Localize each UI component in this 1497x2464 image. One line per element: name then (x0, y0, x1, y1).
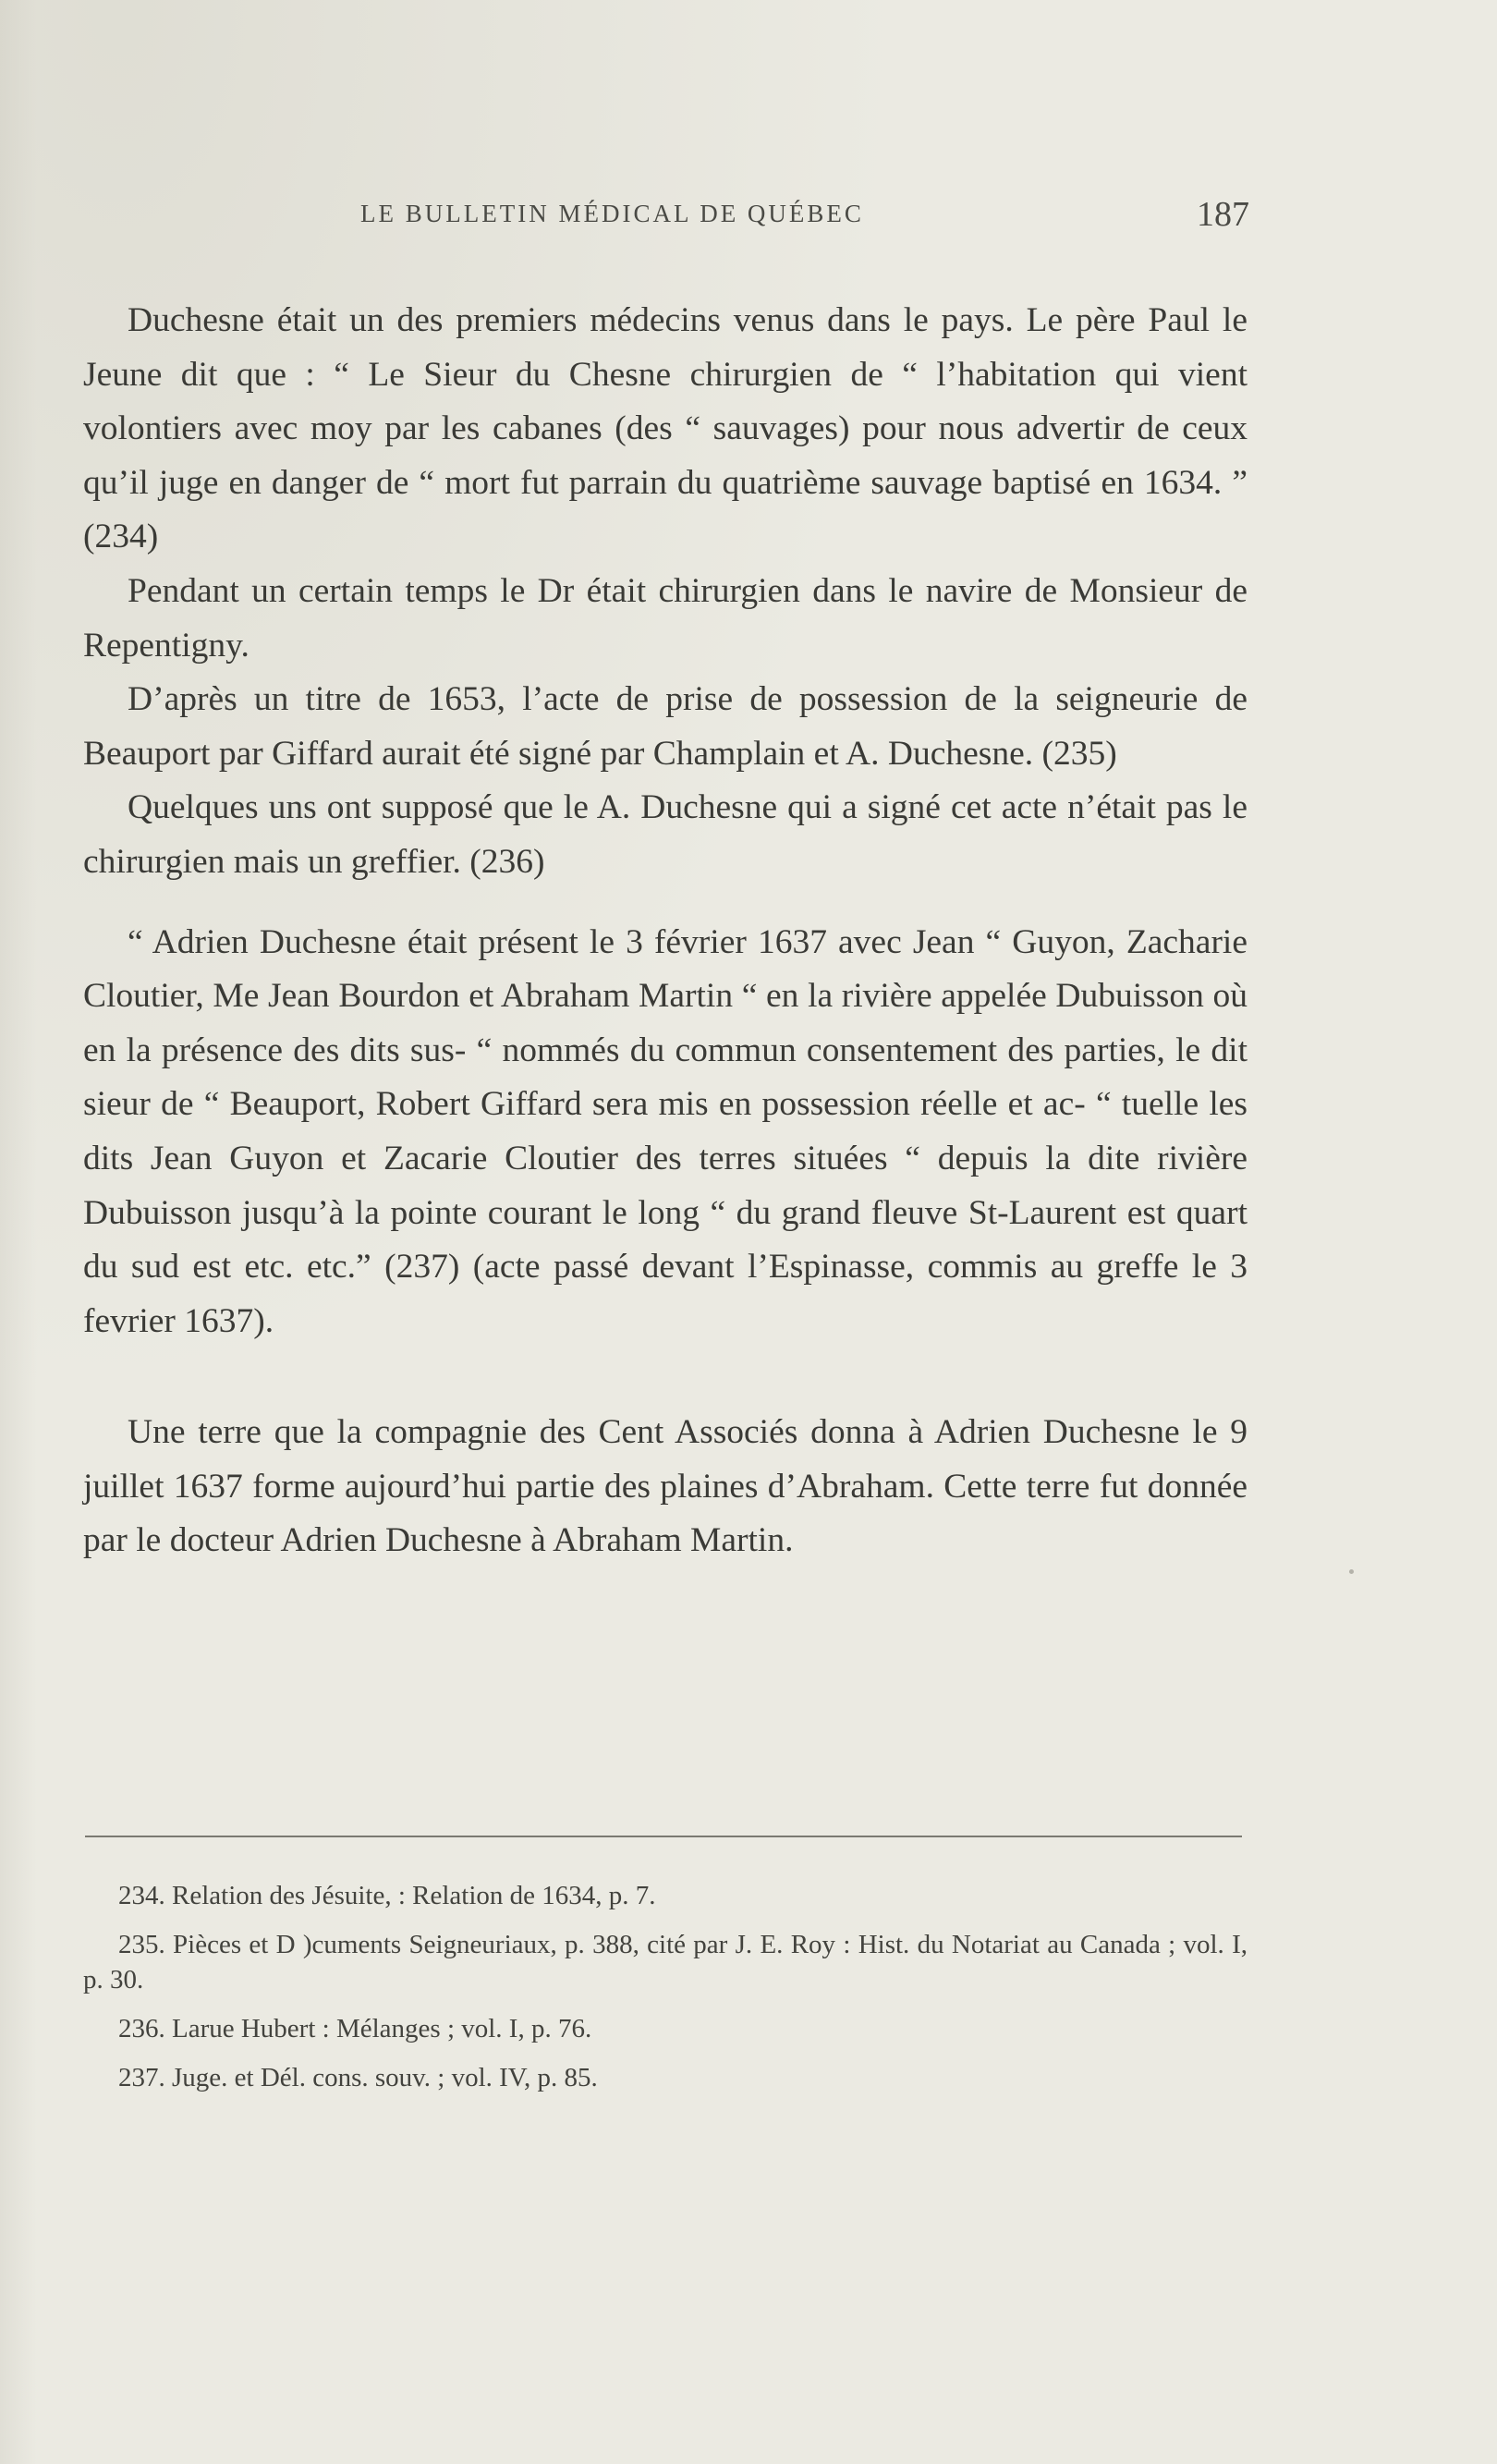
paragraph-quotation: “ Adrien Duchesne était présent le 3 février 1637 avec Jean “ Guyon, Zacharie Cloutier, Me Jean Bourdon et Abraham Martin “ en la rivière appelée Dubuisson où en la présence des dits sus- “ nommés du commun consentement des parties, le dit sieur de “ Beauport, Robert Giffard sera mis en possession réelle et ac- “ tuelle les dits Jean Guyon et Zacarie Cloutier des terres situées “ depuis la dite rivière Dubuisson jusqu’à la pointe courant le long “ du grand fleuve St-Laurent est quart du sud est etc. etc.” (237) (acte passé devant l’Espinasse, commis au greffe le 3 fevrier 1637). (83, 922, 1248, 1340)
running-head: LE BULLETIN MÉDICAL DE QUÉBEC (360, 200, 864, 227)
footnote-234: 234. Relation des Jésuite, : Relation de 1634, p. 7. (118, 1881, 656, 1910)
body-text (83, 294, 1248, 1568)
page-header (83, 194, 1248, 240)
paragraph-duchesne-intro: Duchesne était un des premiers médecins venus dans le pays. Le père Paul le Jeune dit que : “ Le Sieur du Chesne chirurgien de “ l’habitation qui vient volontiers avec moy par les cabanes (des “ sauvages) pour nous advertir de ceux qu’il juge en danger de “ mort fut parrain du quatrième sauvage baptisé en 1634. ” (234) (83, 301, 1248, 556)
footnote-divider (85, 1836, 1242, 1837)
footnotes (83, 1878, 1248, 2109)
paragraph-repentigny: Pendant un certain temps le Dr était chirurgien dans le navire de Monsieur de Repentigny. (83, 571, 1248, 665)
paper-speck (1349, 1569, 1354, 1574)
paragraph-plaines-abraham: Une terre que la compagnie des Cent Associés donna à Adrien Duchesne le 9 juillet 1637 forme aujourd’hui partie des plaines d’Abraham. Cette terre fut donnée par le docteur Adrien Duchesne à Abraham Martin. (83, 1413, 1248, 1560)
footnote-235: 235. Pièces et D )cuments Seigneuriaux, p. 388, cité par J. E. Roy : Hist. du Notariat au Canada ; vol. I, p. 30. (83, 1930, 1248, 1994)
footnote-237: 237. Juge. et Dél. cons. souv. ; vol. IV, p. 85. (118, 2063, 598, 2092)
page-number: 187 (1197, 195, 1249, 234)
paragraph-beauport-title: D’après un titre de 1653, l’acte de prise de possession de la seigneurie de Beauport par Giffard aurait été signé par Champlain et A. Duchesne. (235) (83, 680, 1248, 773)
paragraph-greffier: Quelques uns ont supposé que le A. Duchesne qui a signé cet acte n’était pas le chirurgien mais un greffier. (236) (83, 788, 1248, 881)
footnote-236: 236. Larue Hubert : Mélanges ; vol. I, p. 76. (118, 2014, 592, 2043)
